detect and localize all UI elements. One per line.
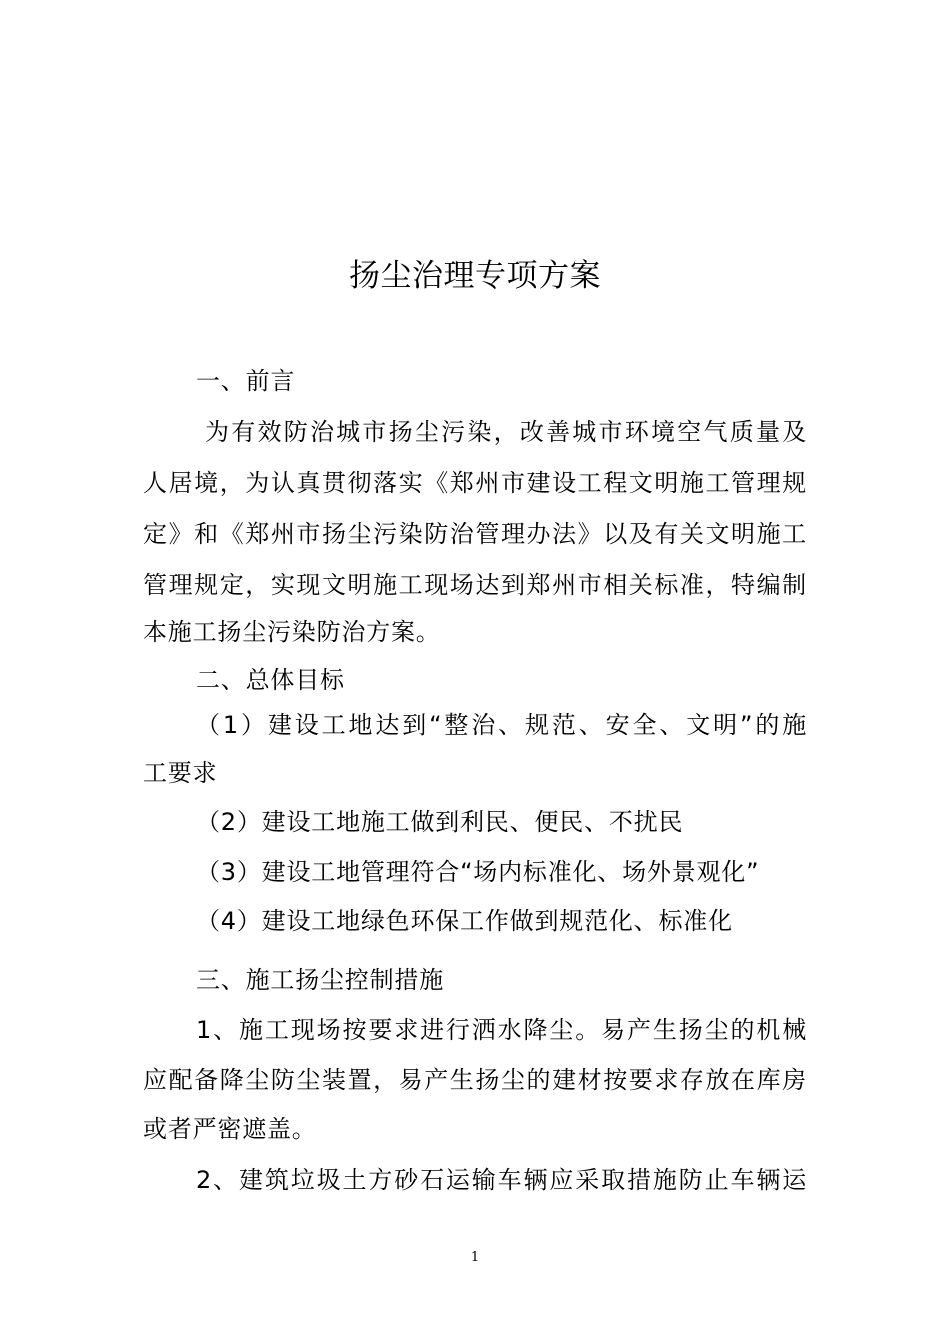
paragraph-line: 本施工扬尘污染防治方案。	[143, 618, 441, 646]
goal-item-3: （3）建设工地管理符合“场内标准化、场外景观化”	[196, 858, 760, 886]
measure-item-2: 2、建筑垃圾土方砂石运输车辆应采取措施防止车辆运	[196, 1166, 807, 1194]
paragraph-line: 为有效防治城市扬尘污染，改善城市环境空气质量及	[205, 418, 807, 446]
section-heading-goals: 二、总体目标	[196, 666, 345, 694]
paragraph-line: 人居境，为认真贯彻落实《郑州市建设工程文明施工管理规	[143, 469, 807, 497]
measure-item-1: 1、施工现场按要求进行洒水降尘。易产生扬尘的机械	[196, 1016, 807, 1044]
section-heading-preface: 一、前言	[196, 367, 296, 395]
page-number: 1	[470, 1250, 480, 1265]
goal-item-1: （1）建设工地达到“整治、规范、安全、文明”的施	[196, 711, 807, 739]
paragraph-line: 管理规定，实现文明施工现场达到郑州市相关标准，特编制	[143, 571, 807, 599]
section-heading-measures: 三、施工扬尘控制措施	[196, 966, 444, 994]
measure-item-1-continuation: 或者严密遮盖。	[143, 1115, 317, 1143]
measure-item-1-continuation: 应配备降尘防尘装置，易产生扬尘的建材按要求存放在库房	[143, 1066, 807, 1094]
goal-item-2: （2）建设工地施工做到利民、便民、不扰民	[196, 808, 684, 836]
document-title: 扬尘治理专项方案	[349, 258, 601, 294]
paragraph-line: 定》和《郑州市扬尘污染防治管理办法》以及有关文明施工	[143, 520, 807, 548]
goal-item-1-continuation: 工要求	[143, 759, 218, 787]
goal-item-4: （4）建设工地绿色环保工作做到规范化、标准化	[196, 907, 733, 935]
